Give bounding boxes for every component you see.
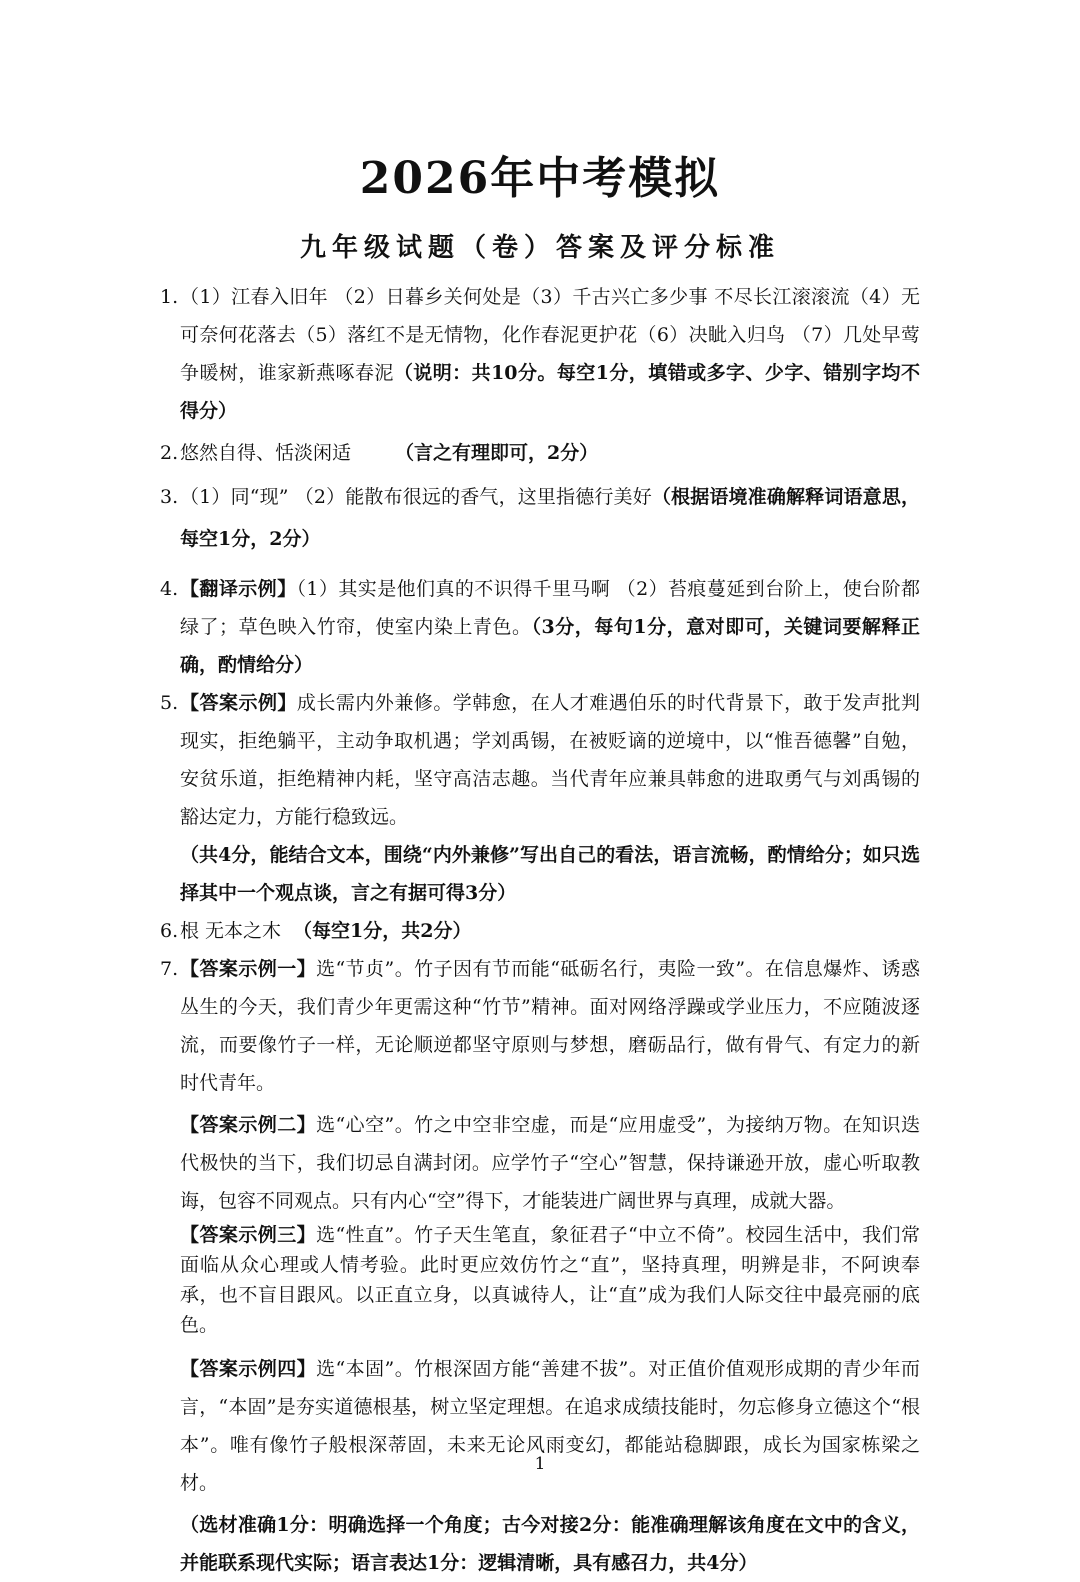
scoring-note: （共4分，能结合文本，围绕“内外兼修”写出自己的看法，语言流畅，酌情给分；如只选择其中一个观点谈，言之有据可得3分） [180, 844, 920, 904]
answer-tag: 【答案示例】 [180, 692, 297, 714]
answer-text: （1）江春入旧年 （2）日暮乡关何处是（3）千古兴亡多少事 不尽长江滚滚流（4）无可奈何花落去（5）落红不是无情物，化作春泥更护花（6）决眦入归鸟 （7）几处早莺争暖树，谁家新燕啄春泥 [180, 286, 920, 384]
answer-text: 根 无本之木 [180, 920, 282, 942]
item-number: 2. [160, 442, 179, 464]
answer-text: 成长需内外兼修。学韩愈，在人才难遇伯乐的时代背景下，敢于发声批判现实，拒绝躺平，主动争取机遇；学刘禹锡，在被贬谪的逆境中，以“惟吾德馨”自勉，安贫乐道，拒绝精神内耗，坚守高洁志趣。当代青年应兼具韩愈的进取勇气与刘禹锡的豁达定力，方能行稳致远。 [180, 692, 920, 828]
page-number: 1 [534, 1454, 546, 1474]
example-text-2: 选“心空”。竹之中空非空虚，而是“应用虚受”，为接纳万物。在知识迭代极快的当下，我们切忌自满封闭。应学竹子“空心”智慧，保持谦逊开放，虚心听取教诲，包容不同观点。只有内心“空”得下，才能装进广阔世界与真理，成就大器。 [180, 1114, 920, 1212]
answer-item-2 [160, 434, 920, 472]
answer-tag: 【翻译示例】 [180, 578, 297, 600]
item-number: 6. [160, 920, 179, 942]
scoring-note: （言之有理即可，2分） [395, 442, 599, 464]
scoring-note: （根据语境准确解释词语意思，每空1分，2分） [180, 486, 920, 550]
answer-item-4 [160, 570, 920, 684]
item-number: 7. [160, 958, 179, 980]
scoring-note: （说明：共10分。每空1分，填错或多字、少字、错别字均不得分） [180, 362, 920, 422]
example-text-4: 选“本固”。竹根深固方能“善建不拔”。对正值价值观形成期的青少年而言，“本固”是夯实道德根基，树立坚定理想。在追求成绩技能时，勿忘修身立德这个“根本”。唯有像竹子般根深蒂固，未来无论风雨变幻，都能站稳脚跟，成长为国家栋梁之材。 [180, 1358, 920, 1494]
example-tag-4: 【答案示例四】 [180, 1358, 317, 1380]
answer-item-3 [160, 476, 920, 560]
answer-item-5 [160, 684, 920, 836]
page-title: 2026年中考模拟 [359, 153, 721, 204]
example-text-3: 选“性直”。竹子天生笔直，象征君子“中立不倚”。校园生活中，我们常面临从众心理或人情考验。此时更应效仿竹之“直”，坚持真理，明辨是非，不阿谀奉承，也不盲目跟风。以正直立身，以真诚待人，让“直”成为我们人际交往中最亮丽的底色。 [180, 1224, 920, 1336]
answer-text: 悠然自得、恬淡闲适 [180, 442, 352, 464]
scoring-note: （每空1分，共2分） [293, 920, 472, 942]
item-number: 1. [160, 286, 179, 308]
answer-text: （1）其实是他们真的不识得千里马啊 （2）苔痕蔓延到台阶上，使台阶都绿了；草色映入竹帘，使室内染上青色。 [180, 578, 920, 638]
example-tag-2: 【答案示例二】 [180, 1114, 317, 1136]
answer-list [160, 278, 920, 1582]
example-tag-1: 【答案示例一】 [180, 958, 317, 980]
item-number: 4. [160, 578, 179, 600]
item-number: 3. [160, 486, 179, 508]
scoring-note-7: （选材准确1分：明确选择一个角度；古今对接2分：能准确理解该角度在文中的含义，并能联系现代实际；语言表达1分：逻辑清晰，具有感召力，共4分） [180, 1514, 920, 1574]
answer-text: （1）同“现” （2）能散布很远的香气，这里指德行美好 [180, 486, 652, 508]
answer-item-7 [160, 950, 920, 1102]
example-2 [160, 1106, 920, 1220]
example-text-1: 选“节贞”。竹子因有节而能“砥砺名行，夷险一致”。在信息爆炸、诱惑丛生的今天，我们青少年更需这种“竹节”精神。面对网络浮躁或学业压力，不应随波逐流，而要像竹子一样，无论顺逆都坚守原则与梦想，磨砺品行，做有骨气、有定力的新时代青年。 [180, 958, 920, 1094]
example-tag-3: 【答案示例三】 [180, 1224, 317, 1246]
answer-item-1 [160, 278, 920, 430]
example-3 [160, 1220, 920, 1340]
scoring-note: （3分，每句1分，意对即可，关键词要解释正确，酌情给分） [180, 616, 920, 676]
example-4 [160, 1350, 920, 1502]
page-subtitle: 九年级试题（卷）答案及评分标准 [299, 233, 780, 263]
answer-item-6 [160, 912, 920, 950]
item-number: 5. [160, 692, 179, 714]
